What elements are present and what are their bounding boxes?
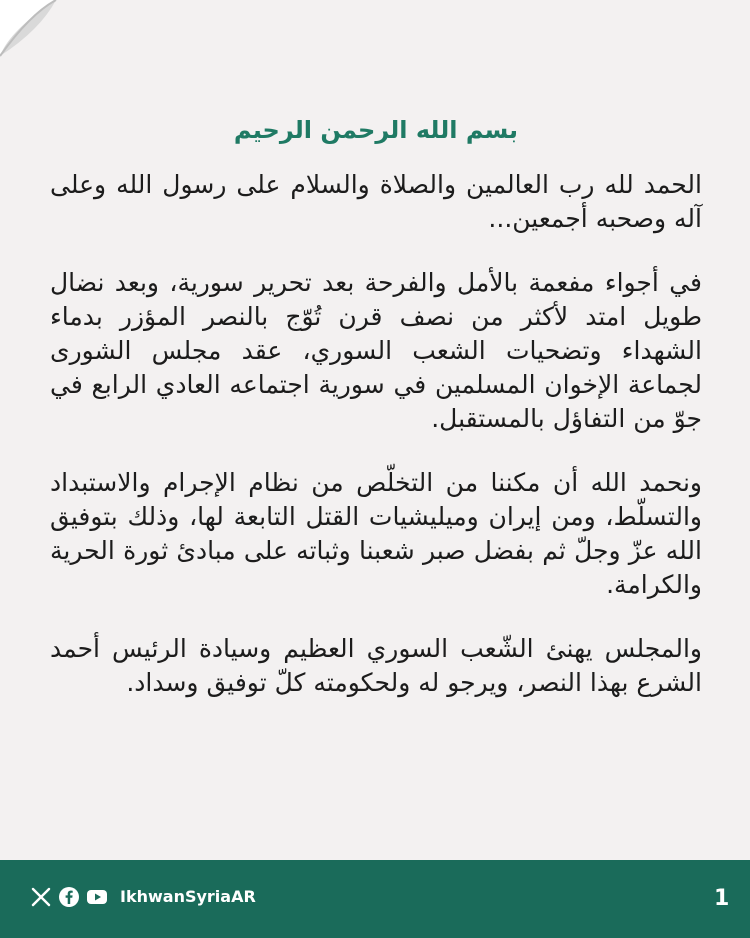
- page-number: 1: [714, 886, 730, 911]
- social-links: [30, 886, 256, 908]
- footer-bar: [0, 860, 750, 938]
- page-title: بسم الله الرحمن الرحيم: [233, 116, 519, 144]
- paragraph-liberation: في أجواء مفعمة بالأمل والفرحة بعد تحرير سورية، وبعد نضال طويل امتد لأكثر من نصف قرن تُوّج بالنصر المؤزر بدماء الشهداء وتضحيات الشعب السوري، عقد مجلس الشورى لجماعة الإخوان المسلمين في سورية اجتماعه العادي الرابع في جوّ من التفاؤل بالمستقبل.: [50, 268, 702, 433]
- paragraph-opening: الحمد لله رب العالمين والصلاة والسلام على رسول الله وعلى آله وصحبه أجمعين...: [50, 170, 702, 233]
- page-curl-decoration: [0, 0, 60, 60]
- youtube-icon[interactable]: [86, 886, 108, 908]
- paragraph-thanks: ونحمد الله أن مكننا من التخلّص من نظام الإجرام والاستبداد والتسلّط، ومن إيران وميليشيات القتل التابعة لها، وذلك بتوفيق الله عزّ وجلّ ثم بفضل صبر شعبنا وثباته على مبادئ ثورة الحرية والكرامة.: [50, 468, 702, 599]
- statement-text: [50, 168, 702, 730]
- social-handle[interactable]: IkhwanSyriaAR: [120, 887, 256, 906]
- paragraph-congratulations: والمجلس يهنئ الشّعب السوري العظيم وسيادة الرئيس أحمد الشرع بهذا النصر، ويرجو له ولحكومته كلّ توفيق وسداد.: [50, 634, 702, 697]
- x-icon[interactable]: [30, 886, 52, 908]
- facebook-icon[interactable]: [58, 886, 80, 908]
